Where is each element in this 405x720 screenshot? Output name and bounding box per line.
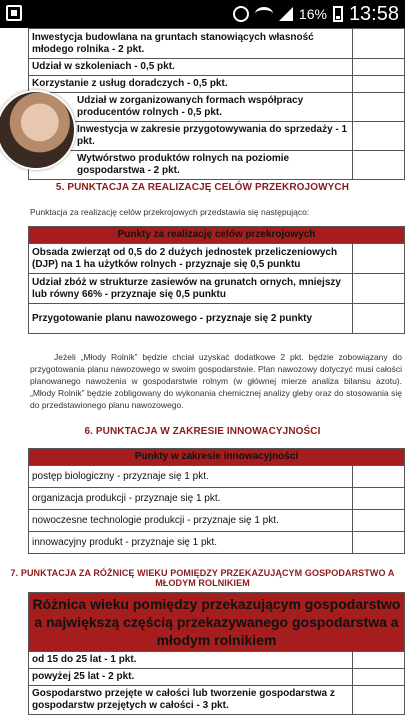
table-cell: od 15 do 25 lat - 1 pkt. <box>29 652 353 669</box>
signal-icon <box>279 7 293 21</box>
table-cell: Obsada zwierząt od 0,5 do 2 dużych jednostek przeliczeniowych (DJP) na 1 ha użytków rolnych - przyznaje się 0,5 punktu <box>29 244 353 274</box>
section-7-heading: 7. PUNKTACJA ZA RÓŻNICĘ WIEKU POMIĘDZY PRZEKAZUJĄCYM GOSPODARSTWO A MŁODYM ROLNIKIEM <box>10 568 395 588</box>
table-cell: Wytwórstwo produktów rolnych na poziomie gospodarstwa - 2 pkt. <box>29 151 353 180</box>
status-bar <box>0 0 405 28</box>
table-cell: powyżej 25 lat - 2 pkt. <box>29 669 353 686</box>
table-cell: Przygotowanie planu nawozowego - przyznaje się 2 punkty <box>29 304 353 334</box>
page-content[interactable] <box>0 28 405 720</box>
table-cell: Inwestycja budowlana na gruntach stanowiących własność młodego rolnika - 2 pkt. <box>29 29 353 59</box>
table-cell: Udział w zorganizowanych formach współpracy producentów rolnych - 0,5 pkt. <box>29 93 353 122</box>
table-cell: postęp biologiczny - przyznaje się 1 pkt. <box>29 466 353 488</box>
battery-percentage: 16% <box>298 6 327 22</box>
table-header: Punkty w zakresie innowacyjności <box>29 449 405 466</box>
table-cell: Korzystanie z usług doradczych - 0,5 pkt. <box>29 76 353 93</box>
table-row <box>29 304 405 334</box>
table-row <box>29 93 405 122</box>
table-row <box>29 652 405 669</box>
table-row <box>29 532 405 554</box>
table-row <box>29 466 405 488</box>
table-cell: nowoczesne technologie produkcji - przyznaje się 1 pkt. <box>29 510 353 532</box>
age-difference-table <box>28 592 405 715</box>
table-row <box>29 669 405 686</box>
table-row <box>29 59 405 76</box>
table-row <box>29 151 405 180</box>
section-5-heading: 5. PUNKTACJA ZA REALIZACJĘ CELÓW PRZEKROJOWYCH <box>55 182 350 193</box>
table-row <box>29 122 405 151</box>
clock: 13:58 <box>348 2 399 25</box>
criteria-table-top <box>28 28 405 180</box>
table-header: Punkty za realizację celów przekrojowych <box>29 227 405 244</box>
table-row <box>29 29 405 59</box>
table-row <box>29 488 405 510</box>
table-row <box>29 244 405 274</box>
table-header: Różnica wieku pomiędzy przekazującym gospodarstwo a największą częścią przekazywanego gospodarstwa a młodym rolnikiem <box>29 593 405 652</box>
table-cell: Gospodarstwo przejęte w całości lub tworzenie gospodarstwa z gospodarstw przejętych w całości - 3 pkt. <box>29 686 353 715</box>
table-cell: organizacja produkcji - przyznaje się 1 pkt. <box>29 488 353 510</box>
table-row <box>29 274 405 304</box>
table-row <box>29 510 405 532</box>
table-cell: Udział w szkoleniach - 0,5 pkt. <box>29 59 353 76</box>
innovation-table <box>28 448 405 554</box>
table-cell: innowacyjny produkt - przyznaje się 1 pkt. <box>29 532 353 554</box>
table-cell: Udział zbóż w strukturze zasiewów na grunatch ornych, mniejszy lub równy 66% - przyznaje się 0,5 punktu <box>29 274 353 304</box>
alarm-icon <box>233 6 249 22</box>
battery-icon <box>333 6 343 22</box>
cross-cutting-goals-table <box>28 226 405 334</box>
section-6-heading: 6. PUNKTACJA W ZAKRESIE INNOWACYJNOŚCI <box>84 426 321 437</box>
table-row <box>29 686 405 715</box>
status-icons <box>233 0 399 28</box>
screenshot-notification-icon <box>6 5 22 21</box>
table-row <box>29 76 405 93</box>
fertilization-plan-note: Jeżeli „Młody Rolnik” będzie chciał uzyskać dodatkowe 2 pkt. będzie zobowiązany do przygotowania planu nawozowego w swoim gospodarstwie. Plan nawozowy dotyczyć musi całości planowanego nawożenia w gospodarstwie rolnym (w głównej mierze analiza bilansu azotu). „Młody Rolnik” będzie zobligowany do wykonania chemicznej analizy gleby oraz do stosowania się do przedstawionego planu nawozowego. <box>30 352 402 410</box>
section-5-intro: Punktacja za realizację celów przekrojowych przedstawia się następująco: <box>30 207 310 217</box>
wifi-icon <box>255 7 273 21</box>
table-cell: Inwestycja w zakresie przygotowywania do sprzedaży - 1 pkt. <box>29 122 353 151</box>
